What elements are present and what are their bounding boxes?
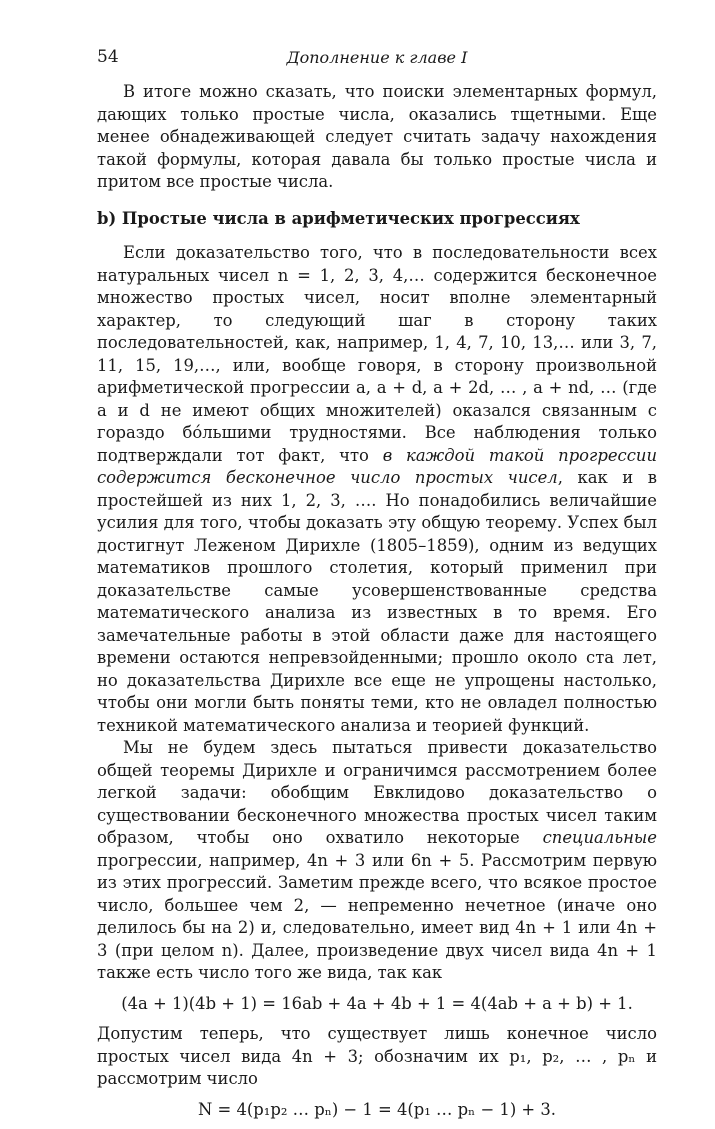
formula-n: N = 4(p₁p₂ … pₙ) − 1 = 4(p₁ … pₙ − 1) + 3.: [197, 1099, 557, 1119]
running-title: Дополнение к главе I: [286, 48, 468, 67]
section-heading: b) Простые числа в арифметических прогрессиях: [97, 208, 580, 228]
paragraph-euclid: [97, 737, 657, 985]
formula-product: (4a + 1)(4b + 1) = 16ab + 4a + 4b + 1 = 4(4ab + a + b) + 1.: [121, 993, 633, 1013]
paragraph-euclid-part2: прогрессии, например, 4n + 3 или 6n + 5. Рассмотрим первую из этих прогрессий. Заметим прежде всего, что всякое простое число, большее чем 2, — непременно нечетное (иначе оно делилось бы на 2) и, следовательно, имеет вид 4n + 1 или 4n + 3 (при целом n). Далее, произведение двух чисел вида 4n + 1 также есть число того же вида, так как: [97, 850, 657, 982]
paragraph-dirichlet: [97, 242, 657, 737]
paragraph-dirichlet-part2: , как и в простейшей из них 1, 2, 3, …. Но понадобились величайшие усилия для того, чтобы доказать эту общую теорему. Успех был достигнут Леженом Дирихле (1805–1859), одним из ведущих математиков прошлого столетия, который применил при доказательстве самые усовершенствованные средства математического анализа из известных в то время. Его замечательные работы в этой области даже для настоящего времени остаются непревзойденными; прошло около ста лет, но доказательства Дирихле все еще не упрощены настолько, чтобы они могли быть поняты теми, кто не овладел полностью техникой математического анализа и теорией функций.: [97, 468, 657, 735]
paragraph-dirichlet-emphasis: в каждой такой прогрессии содержится бесконечное число простых чисел: [97, 445, 657, 487]
paragraph-dirichlet-part1: Если доказательство того, что в последовательности всех натуральных чисел n = 1, 2, 3, 4,… содержится бесконечное множество простых чисел, носит вполне элементарный характер, то следующий шаг в сторону таких последовательностей, как, например, 1, 4, 7, 10, 13,… или 3, 7, 11, 15, 19,…, или, вообще говоря, в сторону произвольной арифметической прогрессии a, a + d, a + 2d, … , a + nd, … (где a и d не имеют общих множителей) оказался связанным с гораздо бо́льшими трудностями. Все наблюдения только подтверждали тот факт, что: [97, 243, 657, 465]
paragraph-intro: В итоге можно сказать, что поиски элементарных формул, дающих только простые числа, оказались тщетными. Еще менее обнадеживающей следует считать задачу нахождения такой формулы, которая давала бы только простые числа и притом все простые числа.: [97, 82, 657, 191]
page-body: [97, 81, 657, 1129]
paragraph-euclid-part1: Мы не будем здесь пытаться привести доказательство общей теоремы Дирихле и ограничимся рассмотрением более легкой задачи: обобщим Евклидово доказательство о существовании бесконечного множества простых чисел таким образом, чтобы оно охватило некоторые: [97, 738, 657, 847]
page-number: 54: [97, 47, 119, 67]
paragraph-euclid-emphasis: специальные: [542, 828, 657, 847]
page-header: [97, 47, 657, 71]
paragraph-assumption: Допустим теперь, что существует лишь конечное число простых чисел вида 4n + 3; обозначим их p₁, p₂, … , pₙ и рассмотрим число: [97, 1024, 657, 1088]
